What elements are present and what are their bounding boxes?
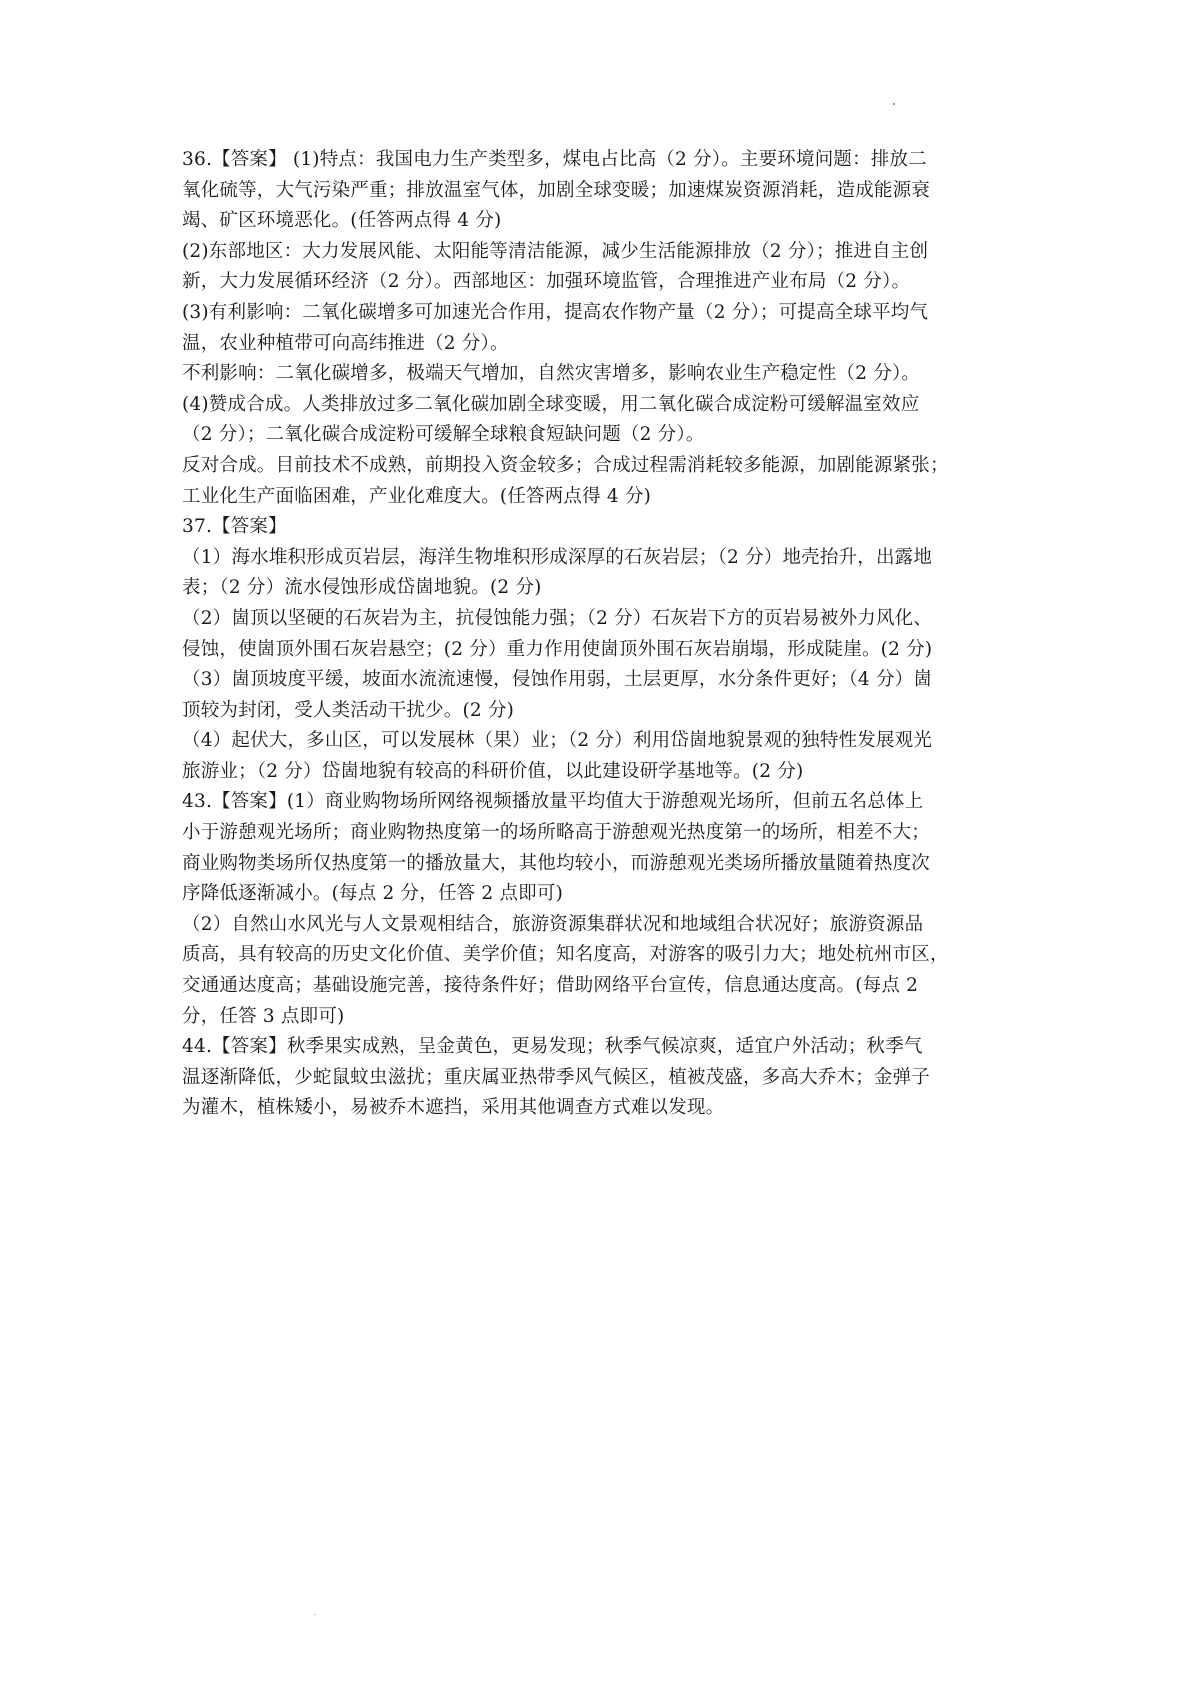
answer-document: [182, 145, 1042, 1124]
answer-line: 36.【答案】 (1)特点：我国电力生产类型多，煤电占比高（2 分）。主要环境问题：排放二: [182, 149, 927, 170]
answer-line: （2）崮顶以坚硬的石灰岩为主，抗侵蚀能力强；（2 分）石灰岩下方的页岩易被外力风化、: [182, 607, 933, 629]
scan-speck-bottom: [314, 1614, 316, 1615]
answer-line: 竭、矿区环境恶化。(任答两点得 4 分): [182, 210, 502, 232]
answer-line: 不利影响：二氧化碳增多，极端天气增加，自然灾害增多，影响农业生产稳定性（2 分）。: [182, 363, 921, 385]
answer-line: 新，大力发展循环经济（2 分）。西部地区：加强环境监管，合理推进产业布局（2 分）。: [182, 271, 911, 293]
answer-line: （4）起伏大，多山区，可以发展林（果）业；（2 分）利用岱崮地貌景观的独特性发展观光: [182, 730, 933, 752]
answer-line: (4)赞成合成。人类排放过多二氧化碳加剧全球变暖，用二氧化碳合成淀粉可缓解温室效应: [182, 393, 920, 415]
answer-line: 44.【答案】秋季果实成熟，呈金黄色，更易发现；秋季气候凉爽，适宜户外活动；秋季气: [182, 1036, 923, 1058]
answer-line: (3)有利影响：二氧化碳增多可加速光合作用，提高农作物产量（2 分）；可提高全球平均气: [182, 301, 929, 323]
answer-line: 序降低逐渐减小。(每点 2 分，任答 2 点即可): [182, 883, 563, 905]
answer-block-q36: [182, 145, 1042, 512]
answer-line: 为灌木，植株矮小，易被乔木遮挡，采用其他调查方式难以发现。: [182, 1097, 725, 1119]
answer-block-q43: [182, 787, 1042, 1032]
answer-line: 顶较为封闭，受人类活动干扰少。(2 分): [182, 699, 515, 721]
answer-line: 小于游憩观光场所；商业购物热度第一的场所略高于游憩观光热度第一的场所，相差不大；: [182, 822, 931, 844]
answer-line: (2)东部地区：大力发展风能、太阳能等清洁能源，减少生活能源排放（2 分）；推进自主创: [182, 240, 929, 262]
answer-line: 反对合成。目前技术不成熟，前期投入资金较多；合成过程需消耗较多能源，加剧能源紧张；: [182, 454, 949, 476]
answer-line: 氧化硫等，大气污染严重；排放温室气体，加剧全球变暖；加速煤炭资源消耗，造成能源衰: [182, 179, 931, 201]
scan-speck: [893, 103, 895, 105]
answer-line: （2）自然山水风光与人文景观相结合，旅游资源集群状况和地域组合状况好；旅游资源品: [182, 913, 924, 935]
answer-block-q37: [182, 512, 1042, 787]
answer-line: 43.【答案】(1）商业购物场所网络视频播放量平均值大于游憩观光场所，但前五名总体上: [182, 791, 924, 813]
answer-line: （3）崮顶坡度平缓，坡面水流流速慢，侵蚀作用弱，土层更厚，水分条件更好；（4 分）崮: [182, 669, 933, 691]
answer-line: 37.【答案】: [182, 516, 287, 538]
answers-container: [182, 145, 1042, 1124]
answer-line: 侵蚀，使崮顶外围石灰岩悬空；(2 分）重力作用使崮顶外围石灰岩崩塌，形成陡崖。(2 分): [182, 638, 933, 660]
answer-line: （2 分）；二氧化碳合成淀粉可缓解全球粮食短缺问题（2 分）。: [182, 424, 705, 446]
answer-line: 交通通达度高；基础设施完善，接待条件好；借助网络平台宣传，信息通达度高。(每点 2: [182, 975, 919, 997]
answer-line: 商业购物类场所仅热度第一的播放量大，其他均较小，而游憩观光类场所播放量随着热度次: [182, 852, 931, 874]
answer-line: 温，农业种植带可向高纬推进（2 分）。: [182, 332, 509, 354]
answer-line: （1）海水堆积形成页岩层，海洋生物堆积形成深厚的石灰岩层；（2 分）地壳抬升，出露地: [182, 546, 933, 568]
answer-line: 表；（2 分）流水侵蚀形成岱崮地貌。(2 分): [182, 577, 542, 599]
answer-block-q44: [182, 1032, 1042, 1124]
answer-line: 旅游业；（2 分）岱崮地貌有较高的科研价值，以此建设研学基地等。(2 分): [182, 760, 804, 782]
answer-line: 工业化生产面临困难，产业化难度大。(任答两点得 4 分): [182, 485, 652, 507]
answer-line: 分，任答 3 点即可): [182, 1005, 345, 1027]
answer-line: 质高，具有较高的历史文化价值、美学价值；知名度高，对游客的吸引力大；地处杭州市区，: [182, 944, 949, 966]
answer-line: 温逐渐降低，少蛇鼠蚊虫滋扰；重庆属亚热带季风气候区，植被茂盛，多高大乔木；金弹子: [182, 1066, 931, 1088]
